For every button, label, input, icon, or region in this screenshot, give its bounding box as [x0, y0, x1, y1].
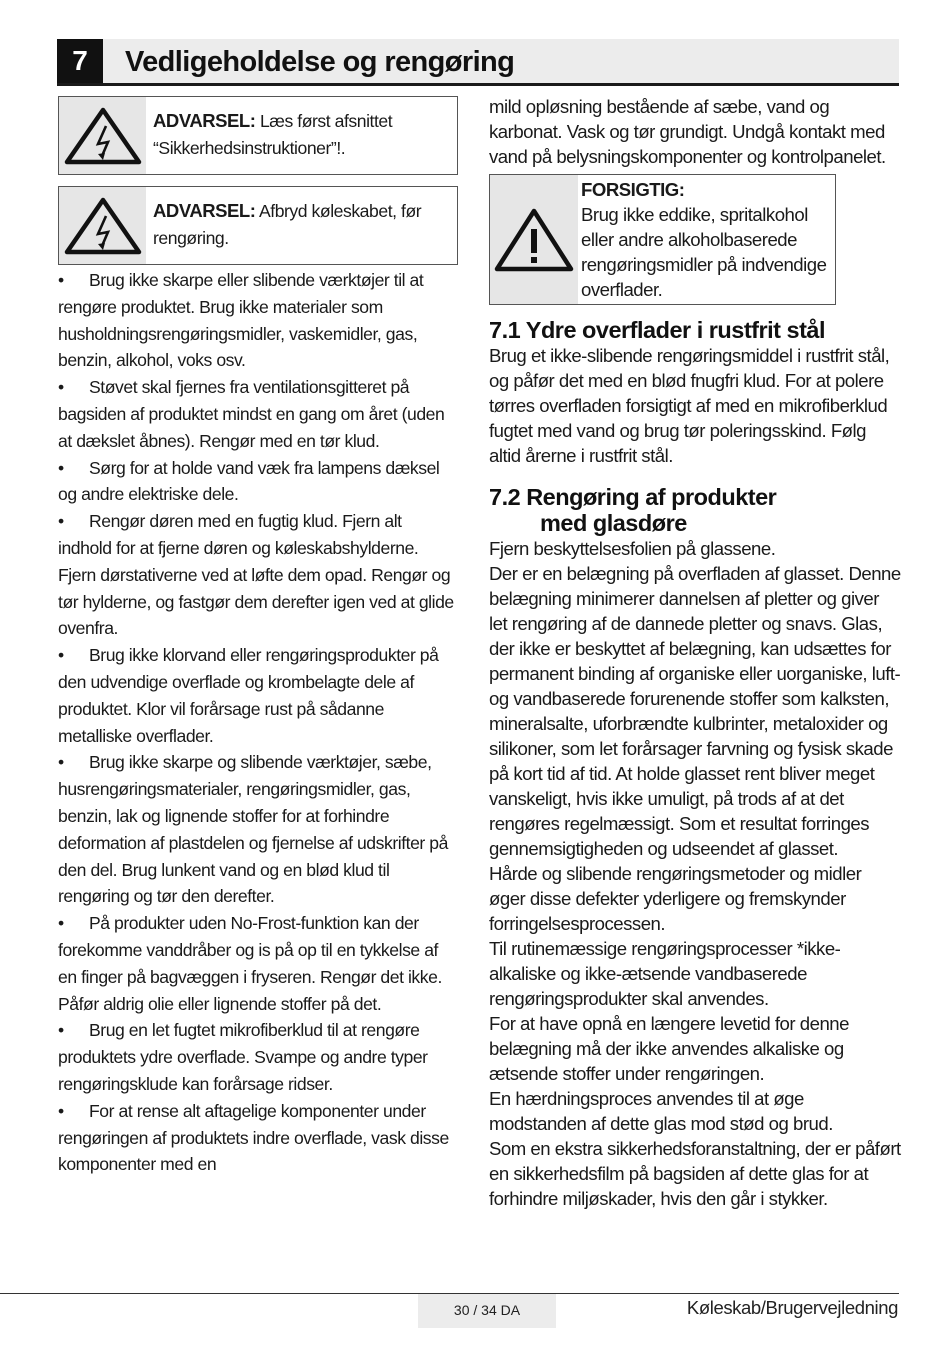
warning-label: ADVARSEL: [153, 110, 256, 131]
warning-label: ADVARSEL: [153, 200, 256, 221]
chapter-header [57, 39, 899, 86]
warning-box-2 [58, 186, 458, 265]
list-item: • Brug ikke skarpe og slibende værktøjer, sæbe, husrengøringsmaterialer, rengøringsmidler, gas, benzin, lak og lignende stoffer for at forhindre deformation af plastdelen og fjernelse af udskrifter på den del. Brug lunkent vand og en blød klud til rengøring og tør den derefter. [58, 752, 448, 907]
chapter-number: 7 [57, 39, 103, 83]
list-item: • På produkter uden No-Frost-funktion kan der forekomme vanddråber og is på op til en tykkelse af en finger på bagvæggen i fryseren. Rengør det ikke. Påfør aldrig olie eller lignende stoffer på det. [58, 913, 442, 1014]
section-7-2-paragraph: En hærdningsproces anvendes til at øge modstanden af dette glas mod stød og brud. [489, 1088, 833, 1134]
list-item: • Brug en let fugtet mikrofiberklud til at rengøre produktets ydre overflade. Svampe og andre typer rengøringsklude kan forårsage ridser. [58, 1020, 428, 1094]
section-7-2-paragraph: Hårde og slibende rengøringsmetoder og midler øger disse defekter yderligere og fremskynder forringelsesprocessen. [489, 863, 862, 934]
section-7-2-paragraph: Som en ekstra sikkerhedsforanstaltning, der er påført en sikkerhedsfilm på bagsiden af dette glas for at forhindre miljøskader, hvis den går i stykker. [489, 1138, 901, 1209]
section-7-2-title: 7.2 Rengøring af produkter med glasdøre [489, 484, 777, 536]
list-item: • Sørg for at holde vand væk fra lampens dæksel og andre elektriske dele. [58, 457, 440, 505]
document-title: Køleskab/Brugervejledning [686, 1297, 898, 1318]
chapter-title: Vedligeholdelse og rengøring [125, 46, 515, 78]
right-column [489, 94, 901, 1211]
section-7-2-paragraph: Til rutinemæssige rengøringsprocesser *ikke-alkaliske og ikke-ætsende vandbaserede rengøringsprodukter skal anvendes. [489, 938, 841, 1009]
section-7-2-paragraph: Der er en belægning på overfladen af glasset. Denne belægning minimerer dannelsen af pletter og giver let rengøring af de dannede pletter og snavs. Glas, der ikke er beskyttet af belægning, kan udsættes for permanent binding af organiske eller uorganiske, luft- og vandbaserede forurenende stoffer som kalksten, mineralsalte, uforbrændte kulbrinter, metaloxider og silikoner, som let forårsager farvning og fysisk skade på kort tid af tid. At holde glasset rent bliver meget vanskeligt, hvis ikke umuligt, på trods af at det rengøres regelmæssigt. Som et resultat forringes gennemsigtigheden og udseendet af glasset. [489, 563, 901, 859]
page-number: 30 / 34 DA [418, 1294, 556, 1328]
section-7-2-paragraph: Fjern beskyttelsesfolien på glassene. [489, 538, 776, 559]
exclamation-triangle-icon [490, 175, 578, 304]
section-7-1-text: Brug et ikke-slibende rengøringsmiddel i rustfrit stål, og påfør det med en blød fnugfri klud. For at polere tørres overfladen forsigtigt af med en mikrofiberklud fugtet med vand og brug tør poleringsskind. Følg altid årerne i rustfrit stål. [489, 345, 890, 466]
warning-text: Afbryd køleskabet, før rengøring. [153, 201, 422, 248]
list-item: • For at rense alt aftagelige komponenter under rengøringen af produktets indre overflade, vask disse komponenter med en [58, 1100, 449, 1175]
electric-hazard-icon [59, 97, 146, 174]
left-column [58, 96, 458, 1178]
electric-hazard-icon [59, 187, 146, 264]
list-item: • Støvet skal fjernes fra ventilationsgitteret på bagsiden af produktet mindst en gang om året (uden at dækslet åbnes). Rengør med en tør klud. [58, 377, 445, 451]
warning-box-1 [58, 96, 458, 175]
warning-text: Læs først afsnittet “Sikkerhedsinstruktioner”!. [153, 111, 393, 158]
maintenance-bullet-list [58, 267, 458, 1178]
list-item: • Rengør døren med en fugtig klud. Fjern alt indhold for at fjerne døren og køleskabshylderne. Fjern dørstativerne ved at løfte dem opad. Rengør og tør hylderne, og fastgør dem derefter igen ved at glide ovenfra. [58, 511, 454, 639]
caution-label: FORSIGTIG: [581, 179, 685, 200]
caution-text: Brug ikke eddike, spritalkohol eller andre alkoholbaserede rengøringsmidler på indvendige overflader. [581, 204, 827, 300]
list-item: • Brug ikke klorvand eller rengøringsprodukter på den udvendige overflade og krombelagte dele af produktet. Klor vil forårsage rust på sådanne metalliske overflader. [58, 645, 439, 746]
caution-box [489, 174, 836, 305]
section-7-2-paragraph: For at have opnå en længere levetid for denne belægning må der ikke anvendes alkaliske og ætsende stoffer under rengøringen. [489, 1013, 849, 1084]
continuation-text: mild opløsning bestående af sæbe, vand og karbonat. Vask og tør grundigt. Undgå kontakt med vand på belysningskomponenter og kontrolpanelet. [489, 96, 886, 167]
section-7-1-title: 7.1 Ydre overflader i rustfrit stål [489, 317, 826, 343]
list-item: • Brug ikke skarpe eller slibende værktøjer til at rengøre produktet. Brug ikke materialer som husholdningsrengøringsmidler, vaskemidler, gas, benzin, alkohol, voks osv. [58, 270, 424, 371]
